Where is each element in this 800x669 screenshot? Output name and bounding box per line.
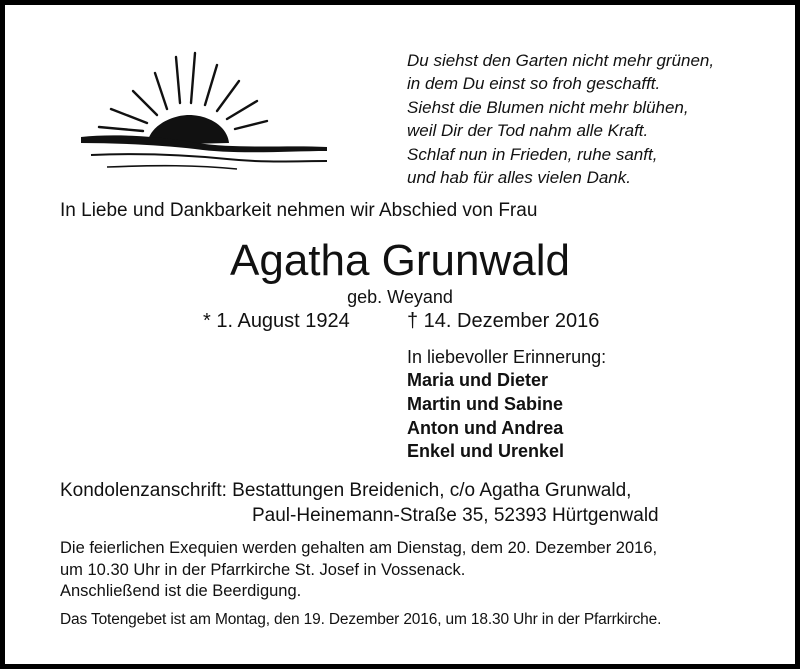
mourner-entry: Martin und Sabine [407, 393, 564, 414]
deceased-name: Agatha Grunwald [230, 236, 570, 285]
service-line: um 10.30 Uhr in der Pfarrkirche St. Josef in Vossenack. [60, 560, 466, 579]
condolence-address [60, 478, 659, 528]
mourner-entry: Maria und Dieter [407, 370, 549, 390]
rising-sun-icon [77, 51, 329, 171]
poem-line: in dem Du einst so froh geschafft. [407, 74, 661, 94]
memory-label: In liebevoller Erinnerung: [407, 347, 607, 367]
service-line: Die feierlichen Exequien werden gehalten am Dienstag, dem 20. Dezember 2016, [60, 539, 658, 557]
condolence-line: Paul-Heinemann-Straße 35, 52393 Hürtgenwald [252, 505, 659, 526]
mourners-list [407, 369, 564, 464]
farewell-intro: In Liebe und Dankbarkeit nehmen wir Abschied von Frau [60, 200, 538, 221]
mourner-entry: Anton und Andrea [407, 417, 564, 438]
condolence-line: Kondolenzanschrift: Bestattungen Breidenich, c/o Agatha Grunwald, [60, 480, 632, 501]
poem-line: und hab für alles vielen Dank. [407, 168, 631, 188]
poem-line: weil Dir der Tod nahm alle Kraft. [407, 121, 649, 141]
service-line: Anschließend ist die Beerdigung. [60, 582, 302, 600]
birth-name: geb. Weyand [347, 287, 453, 307]
poem [407, 49, 714, 189]
poem-line: Schlaf nun in Frieden, ruhe sanft, [407, 144, 658, 164]
service-info [60, 538, 657, 603]
mourner-entry: Enkel und Urenkel [407, 441, 565, 462]
prayer-info: Das Totengebet ist am Montag, den 19. Dezember 2016, um 18.30 Uhr in der Pfarrkirche. [60, 611, 662, 628]
birth-date: * 1. August 1924 [203, 310, 350, 332]
poem-line: Du siehst den Garten nicht mehr grünen, [407, 51, 715, 70]
death-date: † 14. Dezember 2016 [407, 310, 600, 332]
poem-line: Siehst die Blumen nicht mehr blühen, [407, 97, 689, 117]
